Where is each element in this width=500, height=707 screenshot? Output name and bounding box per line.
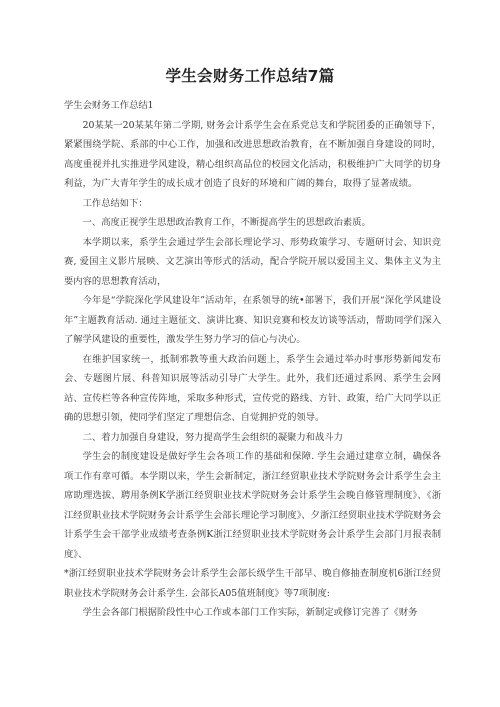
body-paragraph: 20某某一20某某年第二学期, 财务会计系学生会在系党总支和学院团委的正确领导下，紧紧围绕学院、系部的中心工作，加强和改进思想政治教育，在不断加强自身建设的同时，高度重视并扎实推进学风建设，精心组织高品位的校园文化活动，积极维护广大同学的切身利益，为广大青年学生的成长成才创造了良好的环境和广阔的舞台，取得了显著成绩。 xyxy=(64,119,441,189)
section-heading: 学生会财务工作总结1 xyxy=(64,100,154,111)
body-paragraph: 一、高度正视学生思想政治教育工作，不断提高学生的思想政治素质。 xyxy=(82,217,371,228)
body-paragraph: 在维护国家统一，抵制邪教等重大政治问题上，系学生会通过举办时事形势新闻发布会、专题图片展、科普知识展等活动引导广大学生。此外，我们还通过系网、系学生会网站、宣传栏等各种宣传阵地，采取多种形式，宣传党的路线、方针、政策，给广大同学以正确的思想引领，使同学们坚定了理想信念、自觉拥护党的领导。 xyxy=(64,353,441,423)
body-paragraph: 学生会的制度建设是做好学生会各项工作的基础和保障. 学生会通过建章立制，确保各项工作有章可循。本学期以来，学生会新制定，浙江经贸职业技术学院财务会计系学生会主席助理选拔、聘用条例K学浙江经贸职业技术学院财务会计系学生会晚自修管理制度》、《浙江经贸职业技术学院财务会计系学生会部长理论学习制度》、夕浙江经贸职业技术学院财务会计系学生会干部学业成绩考查条例K浙江经贸职业技术学院财务会计系学生会部门月报表制度》、 xyxy=(64,451,441,560)
body-paragraph: 本学期以来，系学生会通过学生会部长理论学习、形势政策学习、专题研讨会、知识竞赛, 爱国主义影片展映、文艺演出等形式的活动，配合学院开展以爱国主义、集体主义为主要内容的思想教育活动， xyxy=(64,236,441,287)
body-paragraph: *浙江经贸职业技术学院财务会计系学生会部长级学生干部早、晚自修抽查制度机6浙江经贸职业技术学院财务会计系学生. 会部长A05值班制度》等7项制度: xyxy=(64,568,441,599)
document-body xyxy=(64,96,441,623)
body-paragraph: 学生会各部门根据阶段性中心工作或本部门工作实际，新制定或修订完善了《财务 xyxy=(82,607,418,618)
body-paragraph: 工作总结如下： xyxy=(82,197,148,209)
document-title: 学生会财务工作总结7篇 xyxy=(165,67,335,85)
body-paragraph: 二、着力加强自身建设，努力提高学生会组织的凝聚力和战斗力 xyxy=(82,431,343,443)
body-paragraph: 今年是“学院深化学风建设年”活动年，在系领导的统•部署下，我们开展“深化学风建设年”主题教育活动. 通过主题征文、演讲比赛、知识竞赛和校友访谈等活动，帮助同学们深入了解学风建设的重要性，激发学生努力学习的信心与决心。 xyxy=(64,295,441,345)
